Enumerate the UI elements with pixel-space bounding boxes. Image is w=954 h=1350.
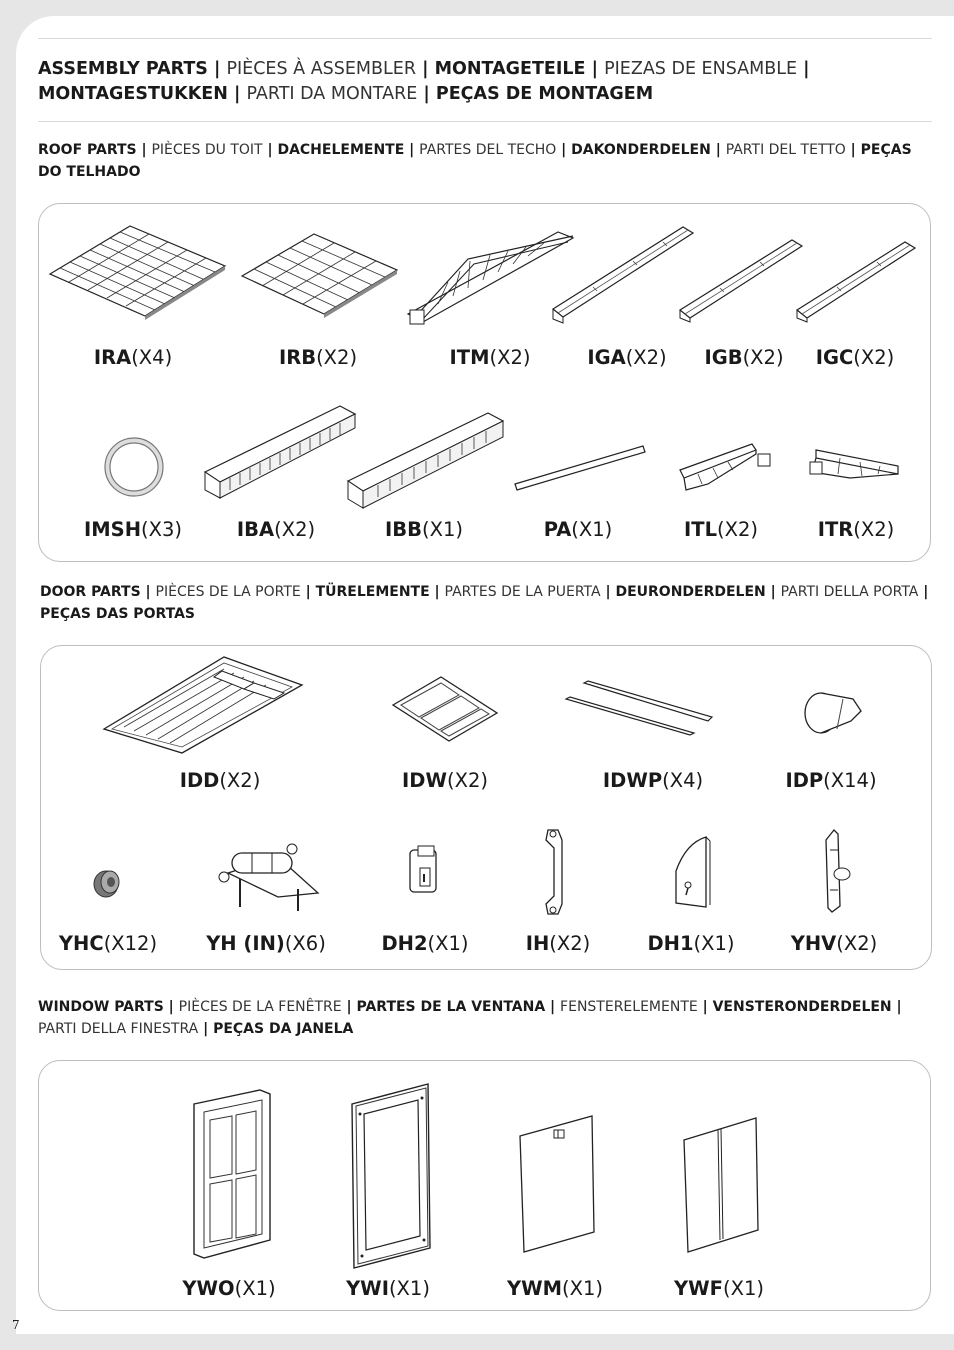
truss-left-icon bbox=[678, 440, 776, 492]
part-quantity: (X2) bbox=[625, 346, 667, 369]
part-quantity: (X4) bbox=[662, 769, 704, 792]
part-label-idw bbox=[402, 769, 488, 792]
part-quantity: (X1) bbox=[693, 932, 735, 955]
part-label-idwp bbox=[603, 769, 703, 792]
part-code: IDD bbox=[179, 769, 220, 792]
door-window-icon bbox=[393, 677, 497, 741]
part-label-irb bbox=[279, 346, 357, 369]
part-label-igb bbox=[704, 346, 783, 369]
part-code: YWO bbox=[182, 1277, 235, 1300]
ring-icon bbox=[103, 436, 165, 498]
gable-beam-a-icon bbox=[553, 227, 693, 323]
window-heading-segment: PARTI DELLA FINESTRA bbox=[38, 1021, 199, 1037]
roof-panel-small-icon bbox=[242, 234, 397, 314]
part-quantity: (X1) bbox=[422, 518, 463, 541]
gable-beam-b-icon bbox=[680, 240, 802, 322]
hinge-icon bbox=[218, 837, 322, 911]
part-code: YHC bbox=[58, 932, 104, 955]
window-pane-icon bbox=[520, 1116, 596, 1252]
part-label-ira bbox=[94, 346, 172, 369]
window-inner-frame-icon bbox=[350, 1084, 432, 1268]
roof-heading-segment: | DAKONDERDELEN | bbox=[556, 142, 726, 158]
plug-icon bbox=[803, 685, 861, 735]
part-code: ITL bbox=[684, 518, 717, 541]
part-code: IBB bbox=[385, 518, 422, 541]
part-code: IDWP bbox=[602, 769, 663, 792]
ridge-beam-a-icon bbox=[205, 406, 355, 501]
part-label-imsh bbox=[84, 518, 182, 541]
window-parts-box bbox=[38, 1060, 931, 1311]
part-quantity: (X2) bbox=[489, 346, 531, 369]
part-label-iba bbox=[237, 518, 315, 541]
part-quantity: (X14) bbox=[823, 769, 877, 792]
part-code: YWM bbox=[506, 1277, 563, 1300]
part-quantity: (X2) bbox=[717, 518, 758, 541]
part-quantity: (X3) bbox=[141, 518, 183, 541]
title-segment: PARTI DA MONTARE bbox=[246, 84, 418, 104]
window-heading-segment: WINDOW PARTS | bbox=[38, 999, 179, 1015]
roof-heading-segment: | DACHELEMENTE | bbox=[262, 142, 420, 158]
title-segment: ASSEMBLY PARTS bbox=[38, 59, 208, 79]
part-code: IRB bbox=[278, 346, 317, 369]
title-segment: | MONTAGETEILE | bbox=[416, 59, 605, 79]
roof-heading-segment: | PEÇAS DO TELHADO bbox=[38, 142, 912, 180]
roof-heading-segment: PIÈCES DU TOIT bbox=[151, 142, 263, 158]
part-label-ibb bbox=[385, 518, 463, 541]
divider bbox=[38, 121, 932, 122]
part-label-ywf bbox=[674, 1277, 764, 1300]
part-quantity: (X6) bbox=[284, 932, 326, 955]
part-quantity: (X2) bbox=[219, 769, 261, 792]
roof-heading-segment: PARTI DEL TETTO bbox=[725, 142, 846, 158]
part-code: ITM bbox=[449, 346, 490, 369]
part-quantity: (X1) bbox=[388, 1277, 430, 1300]
part-label-dh2 bbox=[381, 932, 468, 955]
part-quantity: (X4) bbox=[131, 346, 173, 369]
title-segment: | bbox=[207, 59, 227, 79]
part-quantity: (X2) bbox=[274, 518, 316, 541]
strip-icon bbox=[515, 446, 645, 492]
ridge-beam-b-icon bbox=[348, 413, 503, 511]
part-quantity: (X1) bbox=[234, 1277, 276, 1300]
part-code: YWF bbox=[674, 1277, 723, 1300]
title-segment: PIEZAS DE ENSAMBLE bbox=[604, 59, 798, 79]
window-heading-segment: | VENSTERONDERDELEN | bbox=[697, 999, 902, 1015]
part-quantity: (X12) bbox=[103, 932, 158, 955]
part-code: YHV bbox=[790, 932, 837, 955]
part-code: YH (IN) bbox=[206, 932, 285, 955]
part-quantity: (X1) bbox=[722, 1277, 764, 1300]
part-quantity: (X2) bbox=[549, 932, 591, 955]
part-label-yh-in bbox=[206, 932, 326, 955]
gable-beam-c-icon bbox=[797, 242, 915, 322]
handle-icon bbox=[540, 826, 568, 918]
part-label-itr bbox=[818, 518, 895, 541]
part-label-yhc bbox=[59, 932, 157, 955]
roof-panel-icon bbox=[50, 226, 225, 316]
part-quantity: (X2) bbox=[446, 769, 488, 792]
roof-parts-heading bbox=[38, 139, 928, 183]
part-label-itl bbox=[684, 518, 758, 541]
part-label-ywo bbox=[182, 1277, 275, 1300]
window-parts-heading bbox=[38, 996, 928, 1040]
part-quantity: (X1) bbox=[562, 1277, 604, 1300]
door-panel-icon bbox=[104, 657, 302, 753]
lock-plate-icon bbox=[672, 837, 714, 907]
part-label-idp bbox=[785, 769, 876, 792]
part-label-ywm bbox=[507, 1277, 603, 1300]
door-heading-segment: | DEURONDERDELEN | bbox=[600, 584, 781, 600]
cap-icon bbox=[92, 868, 122, 898]
part-code: IH bbox=[525, 932, 550, 955]
door-heading-segment: PARTES DE LA PUERTA bbox=[444, 584, 601, 600]
title-segment: | MONTAGESTUKKEN | bbox=[38, 59, 810, 104]
part-label-idd bbox=[180, 769, 261, 792]
truss-right-icon bbox=[810, 446, 902, 486]
part-quantity: (X2) bbox=[316, 346, 358, 369]
part-code: PA bbox=[543, 518, 572, 541]
part-quantity: (X2) bbox=[853, 346, 895, 369]
part-code: IBA bbox=[236, 518, 275, 541]
part-label-ih bbox=[526, 932, 591, 955]
window-heading-segment: | PARTES DE LA VENTANA | bbox=[341, 999, 561, 1015]
page-number: 7 bbox=[12, 1318, 20, 1332]
door-parts-heading bbox=[40, 581, 930, 625]
part-label-itm bbox=[450, 346, 531, 369]
part-label-pa bbox=[544, 518, 613, 541]
part-code: IGB bbox=[704, 346, 743, 369]
door-heading-segment: PARTI DELLA PORTA bbox=[780, 584, 919, 600]
part-code: IGC bbox=[815, 346, 854, 369]
part-label-ywi bbox=[346, 1277, 430, 1300]
window-heading-segment: FENSTERELEMENTE bbox=[560, 999, 698, 1015]
part-code: DH1 bbox=[647, 932, 694, 955]
window-pane-fixed-icon bbox=[684, 1118, 760, 1254]
part-code: IMSH bbox=[83, 518, 142, 541]
part-code: IRA bbox=[93, 346, 132, 369]
truss-middle-icon bbox=[408, 224, 573, 326]
part-code: YWI bbox=[346, 1277, 389, 1300]
part-label-dh1 bbox=[647, 932, 734, 955]
part-quantity: (X1) bbox=[571, 518, 613, 541]
roof-heading-segment: PARTES DEL TECHO bbox=[419, 142, 557, 158]
bolt-icon bbox=[818, 830, 852, 912]
title-segment: | PEÇAS DE MONTAGEM bbox=[417, 84, 654, 104]
part-quantity: (X2) bbox=[742, 346, 784, 369]
part-quantity: (X1) bbox=[427, 932, 469, 955]
door-heading-segment: PIÈCES DE LA PORTE bbox=[155, 584, 301, 600]
title-segment: PIÈCES À ASSEMBLER bbox=[226, 59, 417, 79]
page-title bbox=[38, 57, 918, 107]
door-window-profile-icon bbox=[566, 681, 712, 735]
part-code: IGA bbox=[587, 346, 626, 369]
part-code: IDW bbox=[402, 769, 447, 792]
window-heading-segment: | PEÇAS DA JANELA bbox=[198, 1021, 354, 1037]
latch-icon bbox=[406, 846, 444, 896]
window-outer-frame-icon bbox=[190, 1090, 276, 1260]
part-code: DH2 bbox=[381, 932, 428, 955]
roof-heading-segment: ROOF PARTS | bbox=[38, 142, 152, 158]
door-heading-segment: | TÜRELEMENTE | bbox=[300, 584, 445, 600]
part-label-igc bbox=[816, 346, 895, 369]
part-code: IDP bbox=[785, 769, 824, 792]
part-code: ITR bbox=[817, 518, 854, 541]
door-heading-segment: DOOR PARTS | bbox=[40, 584, 156, 600]
window-heading-segment: PIÈCES DE LA FENÊTRE bbox=[178, 999, 342, 1015]
part-label-yhv bbox=[791, 932, 878, 955]
divider bbox=[38, 38, 932, 39]
part-quantity: (X2) bbox=[836, 932, 878, 955]
part-quantity: (X2) bbox=[853, 518, 895, 541]
part-label-iga bbox=[587, 346, 666, 369]
door-heading-segment: | PEÇAS DAS PORTAS bbox=[40, 584, 929, 622]
